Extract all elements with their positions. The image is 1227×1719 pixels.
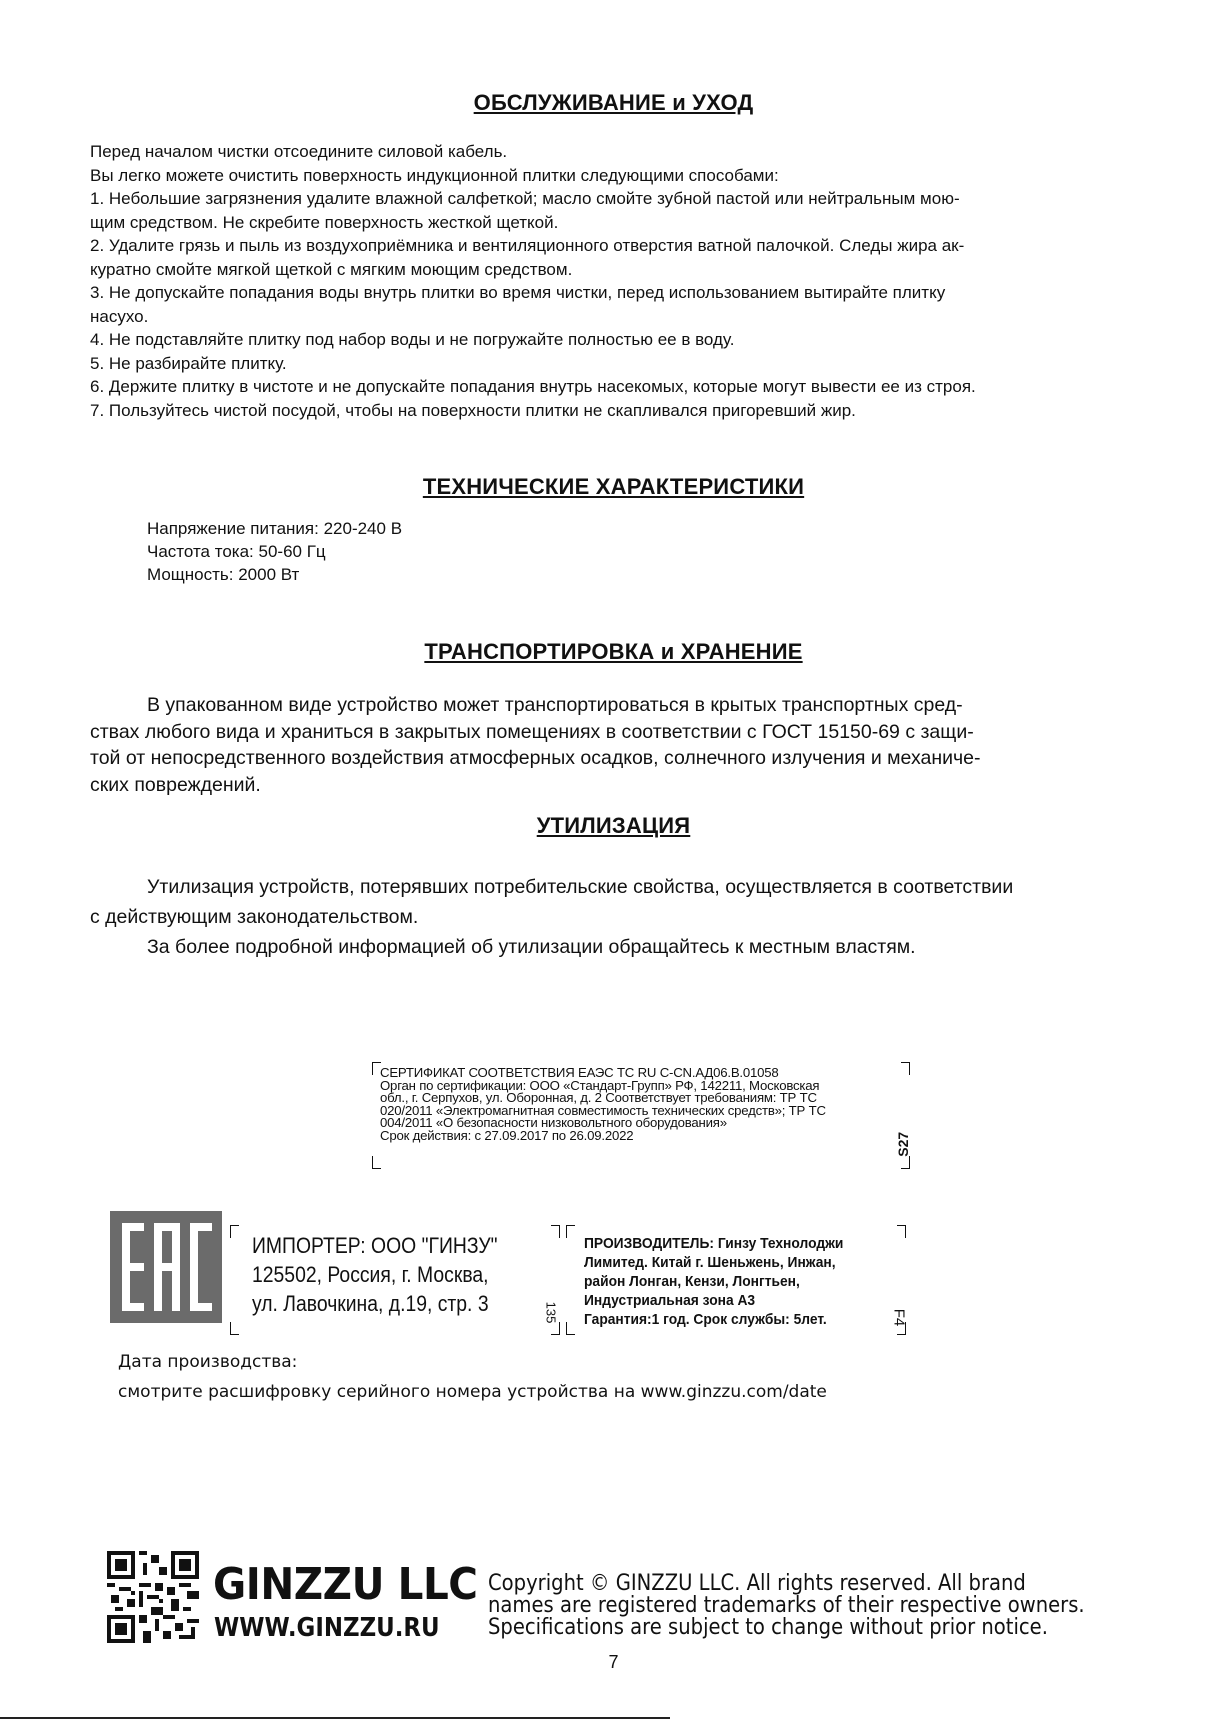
specs-list (147, 517, 402, 586)
manufacturer-line: район Лонган, Кензи, Лонгтьен, (584, 1273, 800, 1290)
page-number: 7 (608, 1652, 619, 1672)
care-line: куратно смойте мягкой щеткой с мягким моющим средством. (90, 259, 573, 279)
disposal-heading: УТИЛИЗАЦИЯ (536, 813, 691, 838)
care-line: Перед началом чистки отсоедините силовой кабель. (90, 142, 508, 161)
disposal-paragraph (90, 872, 1150, 962)
corner-mark (230, 1322, 239, 1335)
transport-line: ских повреждений. (90, 773, 261, 796)
certificate-text (380, 1067, 880, 1142)
manufacturer-line: Лимитед. Китай г. Шеньжень, Инжан, (584, 1254, 836, 1271)
brand-name: GINZZU LLC (213, 1559, 478, 1610)
corner-mark (230, 1225, 239, 1238)
qr-code-icon (107, 1551, 199, 1643)
certificate-line: обл., г. Серпухов, ул. Оборонная, д. 2 Соответствует требованиям: ТР ТС (380, 1090, 817, 1105)
manufacturer-line: ПРОИЗВОДИТЕЛЬ: Гинзу Технолоджи (584, 1235, 844, 1252)
certificate-line: Орган по сертификации: ООО «Стандарт-Групп» РФ, 142211, Московская (380, 1077, 820, 1093)
transport-line: ствах любого вида и храниться в закрытых помещениях в соответствии с ГОСТ 15150-69 с защи- (90, 720, 974, 743)
corner-mark (897, 1225, 906, 1238)
care-line: 5. Не разбирайте плитку. (90, 353, 287, 373)
spec-line: Напряжение питания: 220-240 В (147, 519, 403, 538)
spec-line: Частота тока: 50-60 Гц (147, 542, 326, 561)
care-heading: ОБСЛУЖИВАНИЕ и УХОД (473, 90, 754, 115)
corner-mark (566, 1322, 575, 1335)
corner-mark (551, 1322, 560, 1335)
corner-mark (566, 1225, 575, 1238)
copyright-notice (488, 1573, 1108, 1639)
care-line: щим средством. Не скребите поверхность жесткой щеткой. (90, 212, 559, 232)
eac-logo (110, 1211, 222, 1323)
disposal-line: Утилизация устройств, потерявших потребительские свойства, осуществляется в соответствии (147, 876, 1014, 898)
corner-mark (372, 1156, 381, 1169)
transport-line: той от непосредственного воздействия атмосферных осадков, солнечного излучения и механиче- (90, 747, 981, 769)
production-date-label: Дата производства: (118, 1352, 298, 1372)
brand-website: WWW.GINZZU.RU (214, 1613, 440, 1643)
importer-line: ул. Лавочкина, д.19, стр. 3 (252, 1291, 489, 1316)
certificate-code: S27 (895, 1131, 912, 1157)
transport-line: В упакованном виде устройство может транспортироваться в крытых транспортных сред- (147, 694, 963, 716)
care-line: 4. Не подставляйте плитку под набор воды и не погружайте полностью ее в воду. (90, 330, 735, 349)
importer-text (252, 1231, 498, 1318)
certificate-line: 020/2011 «Электромагнитная совместимость технических средств»; ТР ТС (380, 1102, 826, 1118)
corner-mark (551, 1225, 560, 1238)
certificate-line: 004/2011 «О безопасности низковольтного оборудования» (380, 1115, 727, 1130)
care-section (90, 140, 1150, 422)
certificate-line: СЕРТИФИКАТ СООТВЕТСТВИЯ ЕАЭС ТС RU C-CN.АД06.В.01058 (380, 1065, 779, 1080)
manufacturer-code: F4 (890, 1308, 908, 1327)
production-date-text: смотрите расшифровку серийного номера устройства на www.ginzzu.com/date (118, 1382, 827, 1402)
manufacturer-line: Гарантия:1 год. Срок службы: 5лет. (584, 1311, 827, 1328)
corner-mark (901, 1062, 910, 1075)
copyright-line: names are registered trademarks of their respective owners. (488, 1593, 1085, 1618)
copyright-line: Specifications are subject to change without prior notice. (488, 1615, 1048, 1640)
importer-line: ИМПОРТЕР: ООО "ГИНЗУ" (252, 1233, 498, 1258)
transport-heading: ТРАНСПОРТИРОВКА и ХРАНЕНИЕ (424, 639, 803, 664)
care-line: насухо. (90, 306, 149, 326)
copyright-line: Copyright © GINZZU LLC. All rights reserved. All brand (488, 1571, 1026, 1596)
disposal-line: За более подробной информацией об утилизации обращайтесь к местным властям. (147, 936, 916, 958)
manufacturer-line: Индустриальная зона А3 (584, 1292, 756, 1309)
importer-line: 125502, Россия, г. Москва, (252, 1262, 489, 1287)
specs-heading: ТЕХНИЧЕСКИЕ ХАРАКТЕРИСТИКИ (422, 474, 805, 499)
care-line: 6. Держите плитку в чистоте и не допускайте попадания внутрь насекомых, которые могут вывести ее из строя. (90, 377, 976, 396)
corner-mark (901, 1156, 910, 1169)
importer-block (230, 1225, 560, 1335)
disposal-line: с действующим законодательством. (90, 906, 419, 928)
certificate-block (372, 1062, 910, 1169)
manufacturer-text (584, 1234, 843, 1329)
care-line: 3. Не допускайте попадания воды внутрь плитки во время чистки, перед использованием вытирайте плитку (90, 283, 946, 302)
importer-code: 135 (543, 1301, 559, 1324)
certificate-line: Срок действия: с 27.09.2017 по 26.09.2022 (380, 1127, 634, 1143)
care-line: 7. Пользуйтесь чистой посудой, чтобы на поверхности плитки не скапливался пригоревший жир. (90, 400, 856, 420)
manufacturer-block (566, 1225, 906, 1335)
spec-line: Мощность: 2000 Вт (147, 565, 300, 584)
care-line: 2. Удалите грязь и пыль из воздухоприёмника и вентиляционного отверстия ватной палочкой. Следы жира ак- (90, 236, 965, 255)
care-line: Вы легко можете очистить поверхность индукционной плитки следующими способами: (90, 165, 779, 185)
transport-paragraph (90, 692, 1150, 798)
care-line: 1. Небольшие загрязнения удалите влажной салфеткой; масло смойте зубной пастой или нейтральным мою- (90, 189, 960, 208)
